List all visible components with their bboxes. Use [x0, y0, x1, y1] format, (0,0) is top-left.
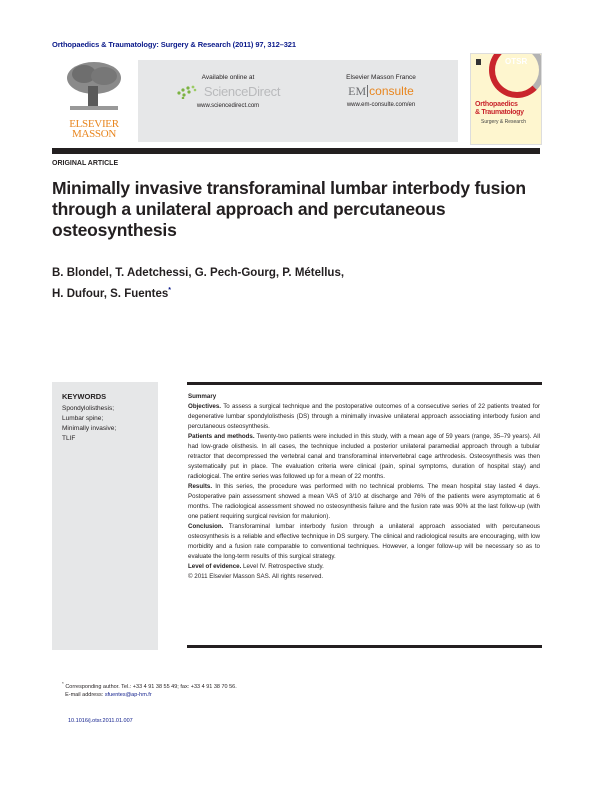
- elsevier-text: ELSEVIER: [69, 118, 119, 130]
- keywords-box: [52, 382, 158, 650]
- em-divider: [367, 85, 368, 97]
- masson-text: MASSON: [71, 128, 117, 140]
- section-label: Patients and methods.: [188, 433, 255, 440]
- section-label: Level of evidence.: [188, 563, 242, 570]
- emconsulte-block[interactable]: [316, 74, 446, 108]
- keyword-item: Minimally invasive;: [62, 425, 117, 432]
- section-text: In this series, the procedure was performed with no technical problems. The mean hospital stay lasted 4 days. Postoperative pain assessment showed a mean VAS of 3/10 at discharge and 76% of the patients were asymptomatic at 6 months. The radiological assessment showed no osteosynthesis failure and the fusion rate was 90% at the last follow-up (with one patient requiring surgical revision for malunion).: [188, 483, 540, 520]
- journal-reference-link[interactable]: Orthopaedics & Traumatology: Surgery & Research (2011) 97, 312–321: [52, 40, 296, 49]
- abstract-methods: [188, 432, 540, 482]
- abstract-bottom-divider: [187, 645, 542, 648]
- corresponding-author-note: [62, 680, 237, 691]
- footnote: [62, 680, 237, 699]
- section-label: Conclusion.: [188, 523, 224, 530]
- abstract-top-divider: [187, 382, 542, 385]
- authors-line2-wrapper: [52, 282, 452, 303]
- doi-link[interactable]: 10.1016/j.otsr.2011.01.007: [68, 718, 133, 724]
- availability-banner: [138, 60, 458, 142]
- section-label: Results.: [188, 483, 213, 490]
- keywords-list: [62, 404, 116, 444]
- abstract-heading: Summary: [188, 393, 217, 400]
- abstract-copyright: [188, 572, 540, 582]
- email-label: E-mail address:: [65, 691, 104, 698]
- elsevier-wordmark: [62, 119, 126, 139]
- keyword-item: Lumbar spine;: [62, 415, 104, 422]
- consulte-text: consulte: [369, 84, 414, 98]
- copyright-text: © 2011 Elsevier Masson SAS. All rights reserved.: [188, 573, 324, 580]
- section-text: Level IV. Retrospective study.: [243, 563, 324, 570]
- emconsulte-url-link[interactable]: www.em-consulte.com/en: [346, 102, 416, 108]
- cover-title-line1: Orthopaedics: [475, 101, 518, 108]
- abstract-results: [188, 482, 540, 522]
- elsevier-mini-logo-icon: [476, 59, 481, 65]
- sciencedirect-name: ScienceDirect: [203, 84, 281, 99]
- section-text: Twenty-two patients were included in this study, with a mean age of 59 years (range, 35–79 years). All had low-grade olisthesis. In all cases, the technique included a posterior unilateral paramedial approach through a tubular retractor that decompressed the vertebral canal and transforaminal intervertebral cage arthrodesis. Osteosynthesis was then systematically put in place. The evaluation criteria were clinical (pain, spinal symptoms, duration of hospital stay) and radiological. The entire series was followed up for a mean of 22 months.: [188, 433, 540, 480]
- authors-line2: H. Dufour, S. Fuentes: [52, 287, 169, 300]
- header-divider: [52, 148, 540, 154]
- cover-subtitle: Surgery & Research: [481, 119, 527, 125]
- keywords-heading: KEYWORDS: [62, 392, 107, 401]
- otsr-badge: OTSR: [505, 57, 528, 66]
- abstract: [188, 392, 540, 582]
- sciencedirect-block[interactable]: [163, 74, 293, 109]
- article-type-label: ORIGINAL ARTICLE: [52, 160, 119, 167]
- section-text: To assess a surgical technique and the postoperative outcomes of a consecutive series of 22 patients treated for degenerative lumbar spondylolisthesis (DS) through a minimally invasive unilateral approach associating interbody fusion and percutaneous osteosynthesis.: [188, 403, 540, 430]
- journal-cover-thumbnail[interactable]: [470, 53, 542, 145]
- corresponding-author-text: Corresponding author. Tel.: +33 4 91 38 55 49; fax: +33 4 91 38 70 56.: [65, 683, 237, 690]
- corresponding-author-mark[interactable]: *: [168, 287, 172, 294]
- sciencedirect-url-link[interactable]: www.sciencedirect.com: [196, 103, 260, 109]
- keyword-item: Spondylolisthesis;: [62, 405, 115, 412]
- sciencedirect-logo[interactable]: [163, 84, 293, 99]
- em-text: EM: [348, 84, 367, 98]
- abstract-conclusion: [188, 522, 540, 562]
- cover-title-line2: & Traumatology: [475, 109, 524, 116]
- elsevier-masson-france-label: Elsevier Masson France: [346, 74, 416, 81]
- section-label: Objectives.: [188, 403, 222, 410]
- elsevier-masson-logo: [62, 60, 126, 142]
- footnote-mark: *: [62, 681, 64, 686]
- abstract-level-of-evidence: [188, 562, 540, 572]
- abstract-objectives: [188, 402, 540, 432]
- email-line: [62, 691, 237, 699]
- available-online-label: Available online at: [201, 74, 255, 81]
- section-text: Transforaminal lumbar interbody fusion through a unilateral approach associated with percutaneous osteosynthesis is a reliable and effective technique in DS surgery. The clinical and radiological results are encouraging, with low morbidity and a fusion rate comparable to conventional techniques. However, a longer follow-up will be necessary so as to evaluate the long-term results of this surgical strategy.: [188, 523, 540, 560]
- email-link[interactable]: sfuentes@ap-hm.fr: [104, 691, 152, 698]
- article-title: Minimally invasive transforaminal lumbar interbody fusion through a unilateral approach and percutaneous osteosynthesis: [52, 178, 526, 240]
- authors-line1: B. Blondel, T. Adetchessi, G. Pech-Gourg, P. Métellus,: [52, 267, 345, 279]
- sciencedirect-dots-icon: [176, 85, 200, 99]
- emconsulte-logo[interactable]: [316, 84, 446, 98]
- elsevier-tree-icon: [64, 60, 124, 114]
- author-list: [52, 264, 452, 303]
- keyword-item: TLIF: [62, 435, 76, 442]
